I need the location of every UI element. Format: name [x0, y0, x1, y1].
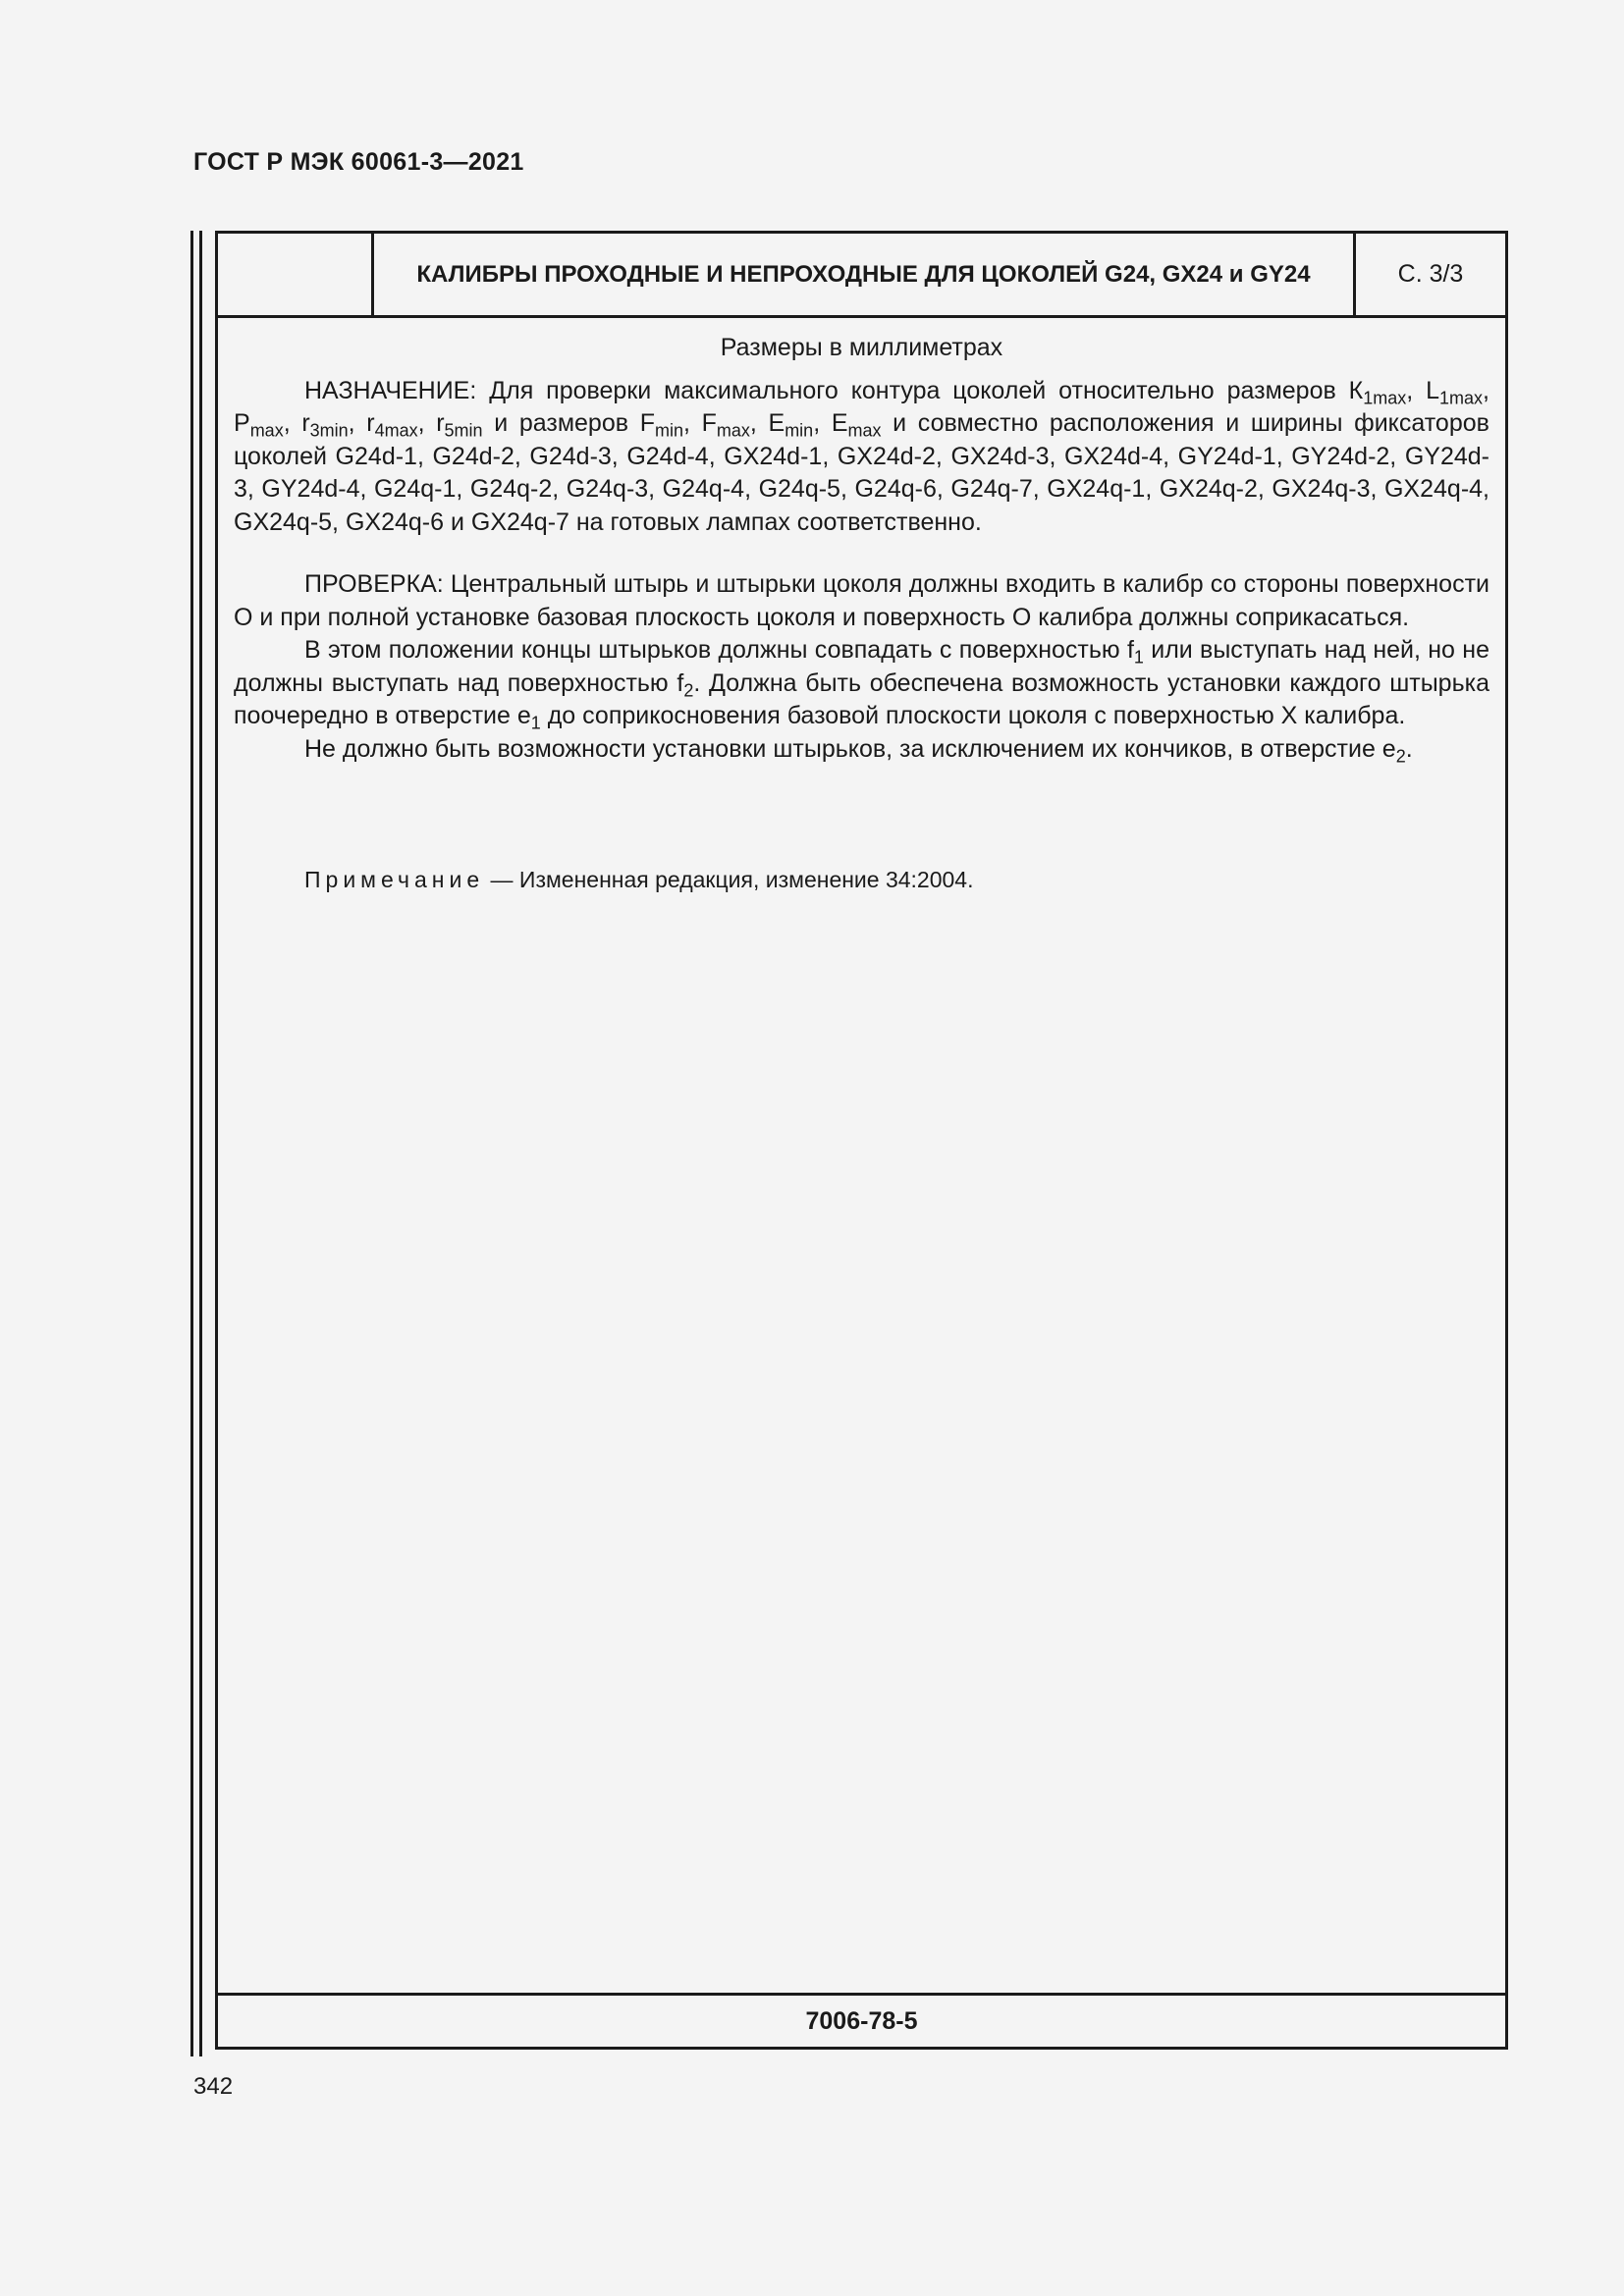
check-restriction-paragraph: Не должно быть возможности установки штырьков, за исключением их кончиков, в отверстие $e_2$.: [304, 734, 1413, 766]
document-code: ГОСТ Р МЭК 60061-3—2021: [193, 148, 524, 176]
title-left-cell: [218, 234, 374, 315]
title-row: [218, 234, 1505, 318]
sheet-content: [234, 332, 1489, 897]
sheet-code: 7006-78-5: [218, 1993, 1505, 2047]
binding-line: [190, 231, 193, 2056]
units-note: Размеры в миллиметрах: [720, 334, 1003, 361]
check-position-paragraph: В этом положении концы штырьков должны совпадать с поверхностью $f_1$ или выступать над ней, но не должны выступать над поверхностью $f_2$. Должна быть обеспечена возможность установки каждого штырька поочередно в отверстие $e_1$ до соприкосновения базовой плоскости цоколя с поверхностью X калибра.: [234, 636, 1489, 733]
page-number: 342: [193, 2073, 234, 2100]
sheet-frame: [215, 231, 1508, 2050]
note-label: Примечание: [304, 867, 485, 892]
binding-line: [199, 231, 202, 2056]
note-text: — Измененная редакция, изменение 34:2004.: [484, 867, 974, 892]
check-paragraph: ПРОВЕРКА: Центральный штырь и штырьки цоколя должны входить в калибр со стороны поверхности О и при полной установке базовая плоскость цоколя и поверхность О калибра должны соприкасаться.: [234, 570, 1489, 631]
sheet-title: КАЛИБРЫ ПРОХОДНЫЕ И НЕПРОХОДНЫЕ ДЛЯ ЦОКОЛЕЙ G24, GX24 и GY24: [374, 234, 1356, 315]
page-label: С. 3/3: [1397, 260, 1464, 288]
purpose-paragraph: НАЗНАЧЕНИЕ: Для проверки максимального контура цоколей относительно размеров $К_{1max}$, $L_{1max}$, $P_{max}$, $r_{3min}$, $r_{4max}$, $r_{5min}$ и размеров $F_{min}$, $F_{max}$, $E_{min}$, $E_{max}$ и совместно расположения и ширины фиксаторов цоколей G24d-1, G24d-2, G24d-3, G24d-4, GX24d-1, GX24d-2, GX24d-3, GX24d-4, GY24d-1, GY24d-2, GY24d-3, GY24d-4, G24q-1, G24q-2, G24q-3, G24q-4, G24q-5, G24q-6, G24q-7, GX24q-1, GX24q-2, GX24q-3, GX24q-4, GX24q-5, GX24q-6 и GX24q-7 на готовых лампах соответственно.: [234, 376, 1489, 536]
note: [234, 864, 1489, 897]
